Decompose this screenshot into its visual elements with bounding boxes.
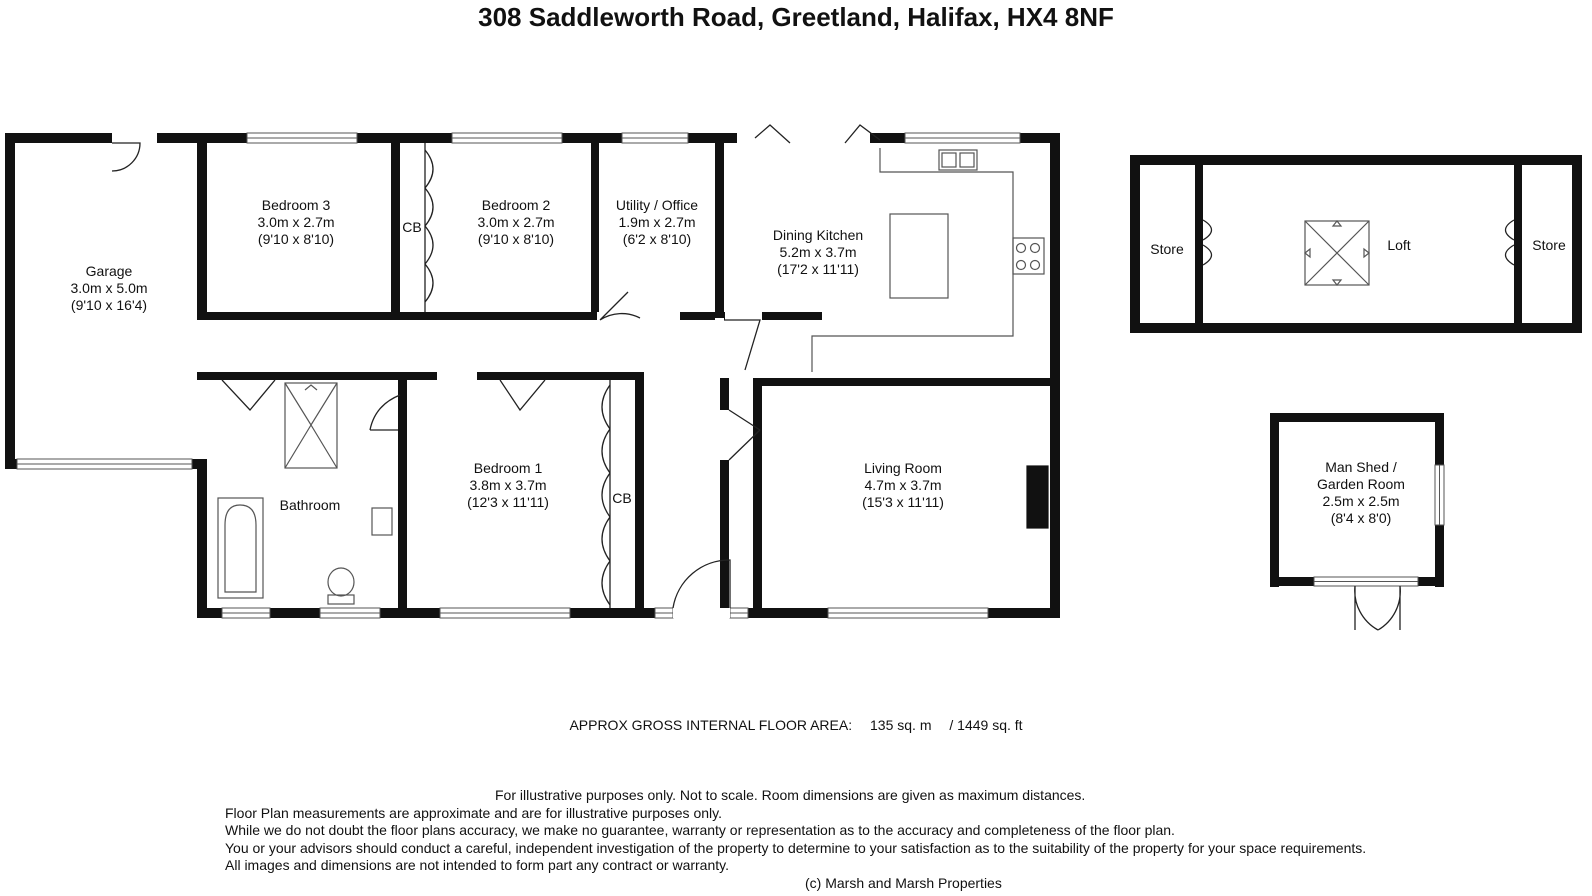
plan-title: 308 Saddleworth Road, Greetland, Halifax, HX4 8NF [478, 2, 1114, 32]
door-swing [112, 143, 140, 171]
door-gap [437, 372, 477, 380]
wall [591, 133, 599, 318]
wall [753, 378, 762, 618]
door-swing [222, 380, 275, 410]
disclaimer-line: All images and dimensions are not intended to form part any contract or warranty. [225, 857, 729, 873]
wall [5, 133, 15, 469]
room-label-bedroom3-name: Bedroom 3 [261, 197, 331, 213]
wall [197, 312, 597, 320]
walls [5, 133, 1582, 618]
wall [391, 133, 400, 318]
wall [1195, 155, 1203, 333]
wardrobe-door [425, 264, 433, 302]
room-label-utility-imperial: (6'2 x 8'10) [622, 231, 692, 247]
floor-area-imperial: / 1449 sq. ft [949, 717, 1023, 733]
wall [197, 459, 207, 618]
room-label-shed-metric: 2.5m x 2.5m [1322, 493, 1400, 509]
door-swing [370, 395, 400, 430]
disclaimer [225, 787, 1545, 892]
door-gap [720, 410, 729, 460]
floor-area-label: APPROX GROSS INTERNAL FLOOR AREA: [569, 717, 853, 733]
room-label-shed-imperial: (8'4 x 8'0) [1330, 510, 1392, 526]
wall [1270, 413, 1444, 422]
label-cb: CB [612, 490, 632, 506]
floor-area [0, 717, 1592, 733]
room-label-bedroom3-imperial: (9'10 x 8'10) [257, 231, 335, 247]
wall [1270, 577, 1314, 586]
basin-icon [372, 508, 392, 535]
kitchen-counter [812, 148, 1013, 372]
wall [1418, 577, 1444, 586]
toilet-icon [328, 568, 354, 596]
wardrobe-door [425, 150, 433, 188]
wall [715, 133, 724, 318]
door-swing [724, 320, 760, 370]
room-label-living-imperial: (15'3 x 11'11) [862, 494, 944, 510]
room-label-garage-imperial: (9'10 x 16'4) [70, 297, 148, 313]
wardrobe-door [425, 188, 433, 226]
room-label-bedroom1-imperial: (12'3 x 11'11) [467, 494, 549, 510]
wardrobe-door [602, 561, 610, 605]
label-loft: Loft [1387, 237, 1411, 253]
door-gap [737, 133, 870, 143]
wall [197, 372, 437, 380]
wall [398, 376, 407, 618]
wall [1270, 413, 1279, 587]
copyright: (c) Marsh and Marsh Properties [805, 874, 1002, 891]
room-label-bedroom2-imperial: (9'10 x 8'10) [477, 231, 555, 247]
wall [1514, 155, 1522, 333]
wardrobe-door [602, 429, 610, 473]
wall [5, 133, 207, 143]
wardrobe-door [602, 473, 610, 517]
disclaimer-line: While we do not doubt the floor plans accuracy, we make no guarantee, warranty or representation as to the accuracy and completeness of the floor plan. [225, 822, 1175, 838]
room-label-kitchen-name: Dining Kitchen [772, 227, 864, 243]
room-label-kitchen-metric: 5.2m x 3.7m [779, 244, 857, 260]
room-label-bedroom2-metric: 3.0m x 2.7m [477, 214, 555, 230]
label-store: Store [1150, 241, 1184, 257]
door-gap [715, 318, 724, 368]
fireplace [1027, 466, 1048, 528]
room-label-kitchen-imperial: (17'2 x 11'11) [777, 261, 859, 277]
wall [753, 378, 1060, 386]
room-label-garage-metric: 3.0m x 5.0m [70, 280, 148, 296]
wall [1130, 155, 1140, 333]
wardrobe-door [425, 226, 433, 264]
floor-area-metric: 135 sq. m [870, 717, 932, 733]
room-label-bedroom2-name: Bedroom 2 [481, 197, 551, 213]
disclaimer-line: You or your advisors should conduct a careful, independent investigation of the property to determine to your satisfaction as to the suitability of the property for your space requirements. [225, 839, 1367, 856]
kitchen-island [890, 214, 948, 298]
wall [1050, 133, 1060, 618]
store-door [1203, 220, 1212, 265]
wardrobe-door [602, 517, 610, 561]
door-gap [112, 133, 157, 143]
room-label-shed-name: Man Shed / [1325, 459, 1397, 475]
room-label-utility-name: Utility / Office [615, 197, 699, 213]
label-store: Store [1532, 237, 1566, 253]
room-label-living-metric: 4.7m x 3.7m [864, 477, 942, 493]
room-label-living-name: Living Room [864, 460, 942, 476]
disclaimer-line: For illustrative purposes only. Not to scale. Room dimensions are given as maximum distances. [495, 787, 1086, 803]
wall [635, 376, 644, 618]
label-cb: CB [402, 219, 422, 235]
door-gap [673, 608, 730, 618]
wall [477, 372, 644, 380]
wall [1572, 155, 1582, 333]
room-label-shed-name2: Garden Room [1317, 476, 1405, 492]
room-label-bedroom1-name: Bedroom 1 [473, 460, 543, 476]
wall [197, 133, 207, 318]
wardrobe-door [602, 385, 610, 429]
wall [762, 312, 822, 320]
room-label-bedroom1-metric: 3.8m x 3.7m [469, 477, 547, 493]
room-label-garage-name: Garage [85, 263, 133, 279]
label-bathroom: Bathroom [279, 497, 341, 513]
door-swing [1355, 586, 1401, 630]
disclaimer-line: Floor Plan measurements are approximate and are for illustrative purposes only. [225, 804, 722, 821]
door-swing [500, 380, 545, 410]
room-label-bedroom3-metric: 3.0m x 2.7m [257, 214, 335, 230]
store-door [1506, 220, 1515, 265]
room-label-utility-metric: 1.9m x 2.7m [618, 214, 696, 230]
